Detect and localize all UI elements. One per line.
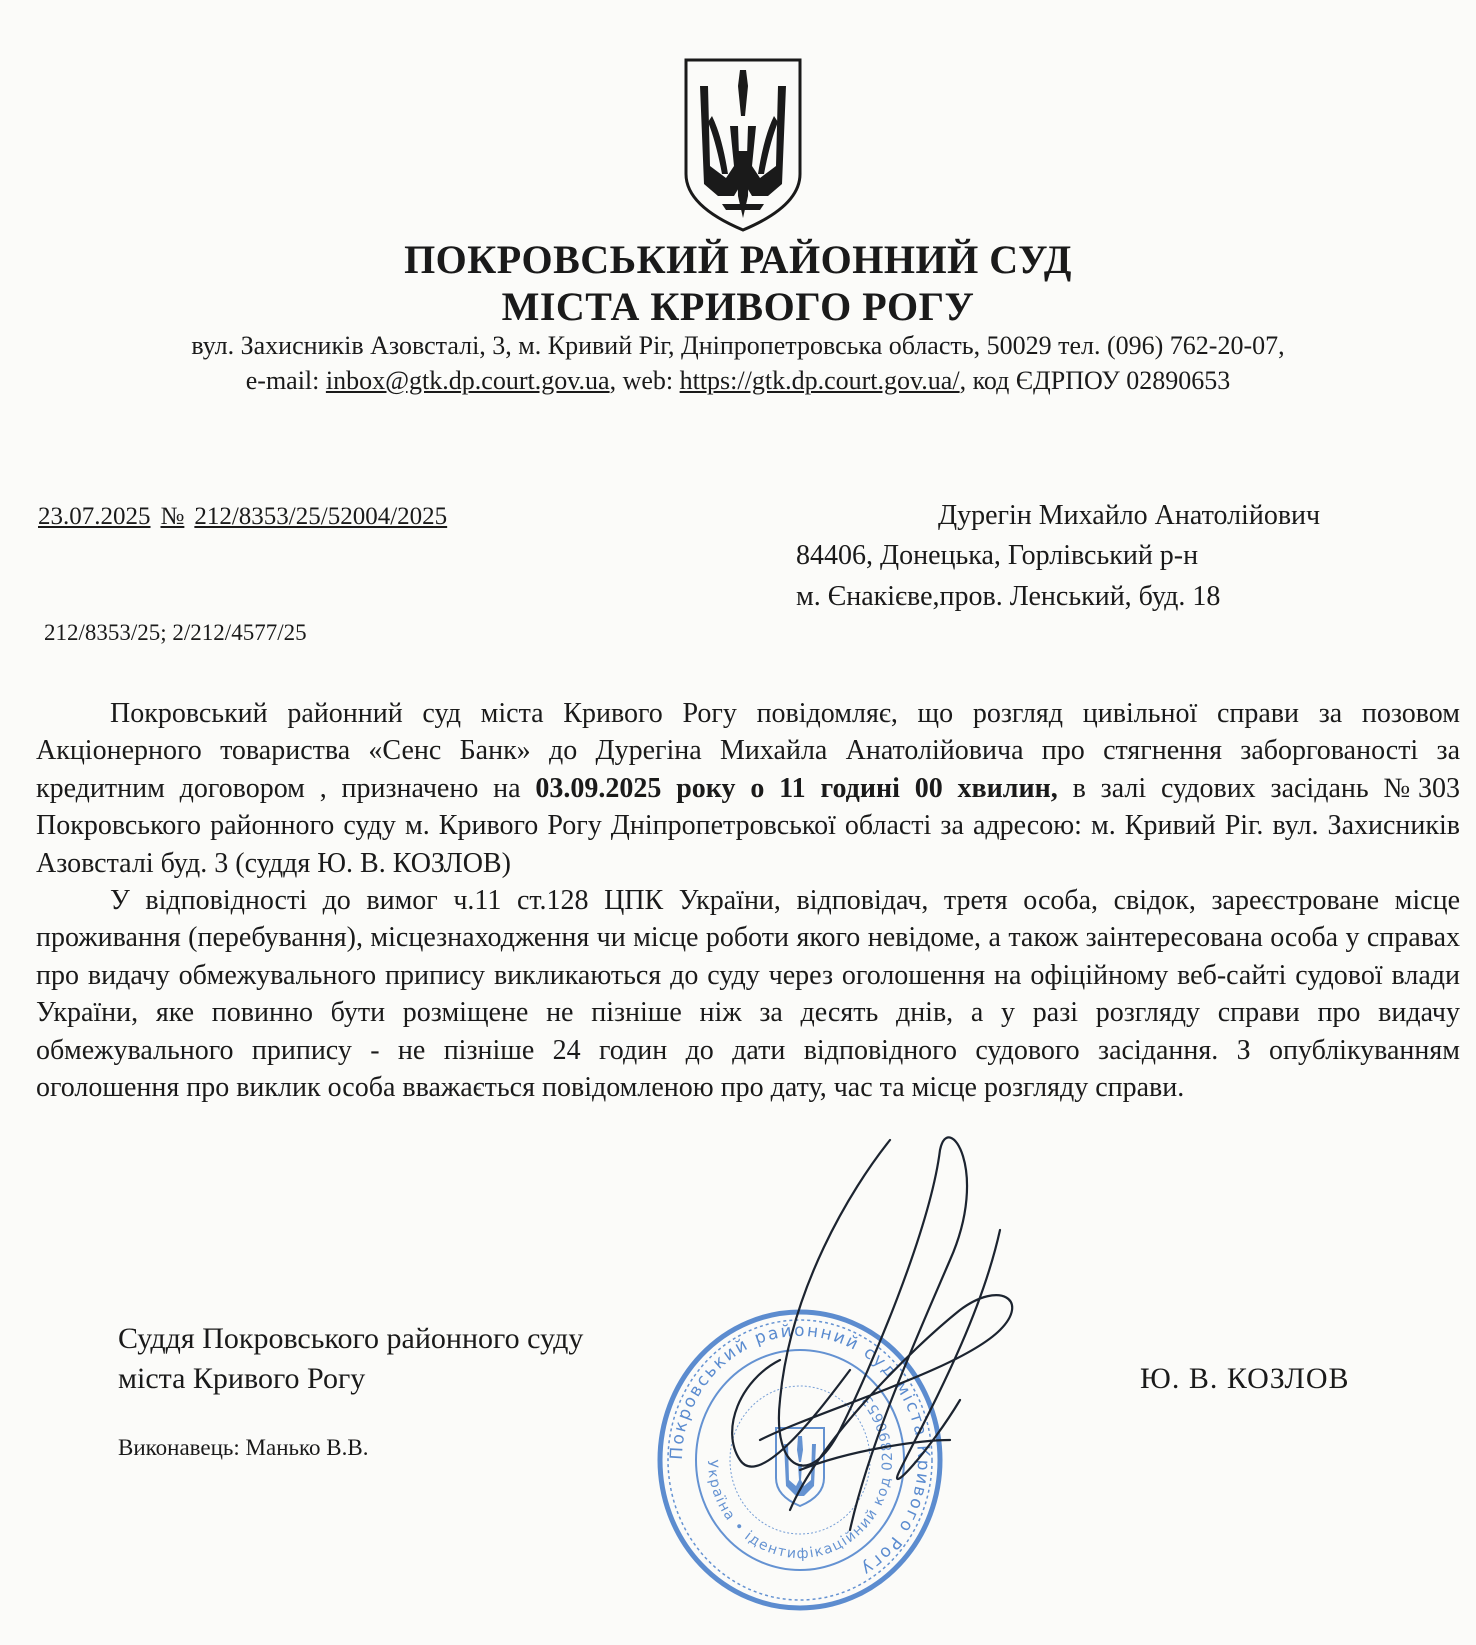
case-numbers: 212/8353/25; 2/212/4577/25	[44, 620, 307, 645]
seal-ring-text: Покровський районний суд міста Кривого Рогу	[666, 1320, 934, 1581]
court-name-line2: МІСТА КРИВОГО РОГУ	[501, 284, 975, 329]
body-p1-start: Покровський районний суд міста Кривого Рогу повідомляє, що розгляд цивільної справи за позовом Акціонерного товариства «Сенс Банк» до Дурегіна Михайла Анатолійовича про стягнення заборгованості за кредитним договором , призначено на	[36, 698, 1460, 804]
email-link[interactable]: inbox@gtk.dp.court.gov.ua	[325, 366, 610, 395]
court-contacts	[0, 366, 1476, 396]
body-paragraph-2: У відповідності до вимог ч.11 ст.128 ЦПК України, відповідач, третя особа, свідок, зареєстроване місце проживання (перебування), місцезнаходження чи місце роботи якого невідоме, а також заінтересована особа у справах про видачу обмежувального припису викликаються до суду через оголошення на офіційному веб-сайті судової влади України, яке повинно бути розміщене не пізніше ніж за десять днів, а у разі розгляду справи про видачу обмежувального припису - не пізніше 24 годин до дати відповідного судового засідання. З опублікуванням оголошення про виклик особа вважається повідомленою про дату, час та місце розгляду справи.	[36, 885, 1460, 1104]
addressee-address-line2: м. Єнакієве,пров. Ленський, буд. 18	[796, 581, 1221, 612]
outgoing-number	[38, 503, 447, 531]
outgoing-number-sign: №	[160, 503, 185, 530]
email-label: e-mail:	[245, 366, 326, 395]
signer-title-line2: міста Кривого Рогу	[118, 1362, 366, 1395]
body-p1-end: в залі судових засідань №303 Покровського районного суду м. Кривого Рогу Дніпропетровської області за адресою: м. Кривий Ріг. вул. Захисників Азовсталі буд. 3 (суддя Ю. В. КОЗЛОВ)	[36, 772, 1460, 879]
addressee-address-line1: 84406, Донецька, Горлівський р-н	[796, 540, 1199, 571]
coat-of-arms-icon	[682, 56, 804, 234]
judge-name: Ю. В. КОЗЛОВ	[1140, 1362, 1350, 1395]
court-name-line1: ПОКРОВСЬКИЙ РАЙОННИЙ СУД	[404, 237, 1072, 282]
body-paragraph-1	[36, 695, 1460, 882]
edrpou-code: , код ЄДРПОУ 02890653	[959, 366, 1231, 395]
web-link[interactable]: https://gtk.dp.court.gov.ua/	[679, 366, 960, 395]
executor: Виконавець: Манько В.В.	[118, 1435, 369, 1460]
outgoing-date: 23.07.2025	[38, 503, 151, 530]
seal-inner-text: Україна • ідентифікаційний код 02890653	[703, 1390, 897, 1563]
web-label: , web:	[609, 366, 680, 395]
addressee-name: Дурегін Михайло Анатолійович	[938, 500, 1321, 531]
letter-body	[36, 695, 1460, 1106]
court-address: вул. Захисників Азовсталі, 3, м. Кривий Ріг, Дніпропетровська область, 50029 тел. (096) 762-20-07,	[191, 331, 1285, 360]
hearing-date-time: 03.09.2025 року о 11 годині 00 хвилин,	[535, 772, 1058, 804]
judge-signature	[700, 1110, 1080, 1610]
outgoing-number-value: 212/8353/25/52004/2025	[194, 503, 448, 530]
signer-title-line1: Суддя Покровського районного суду	[118, 1322, 584, 1355]
